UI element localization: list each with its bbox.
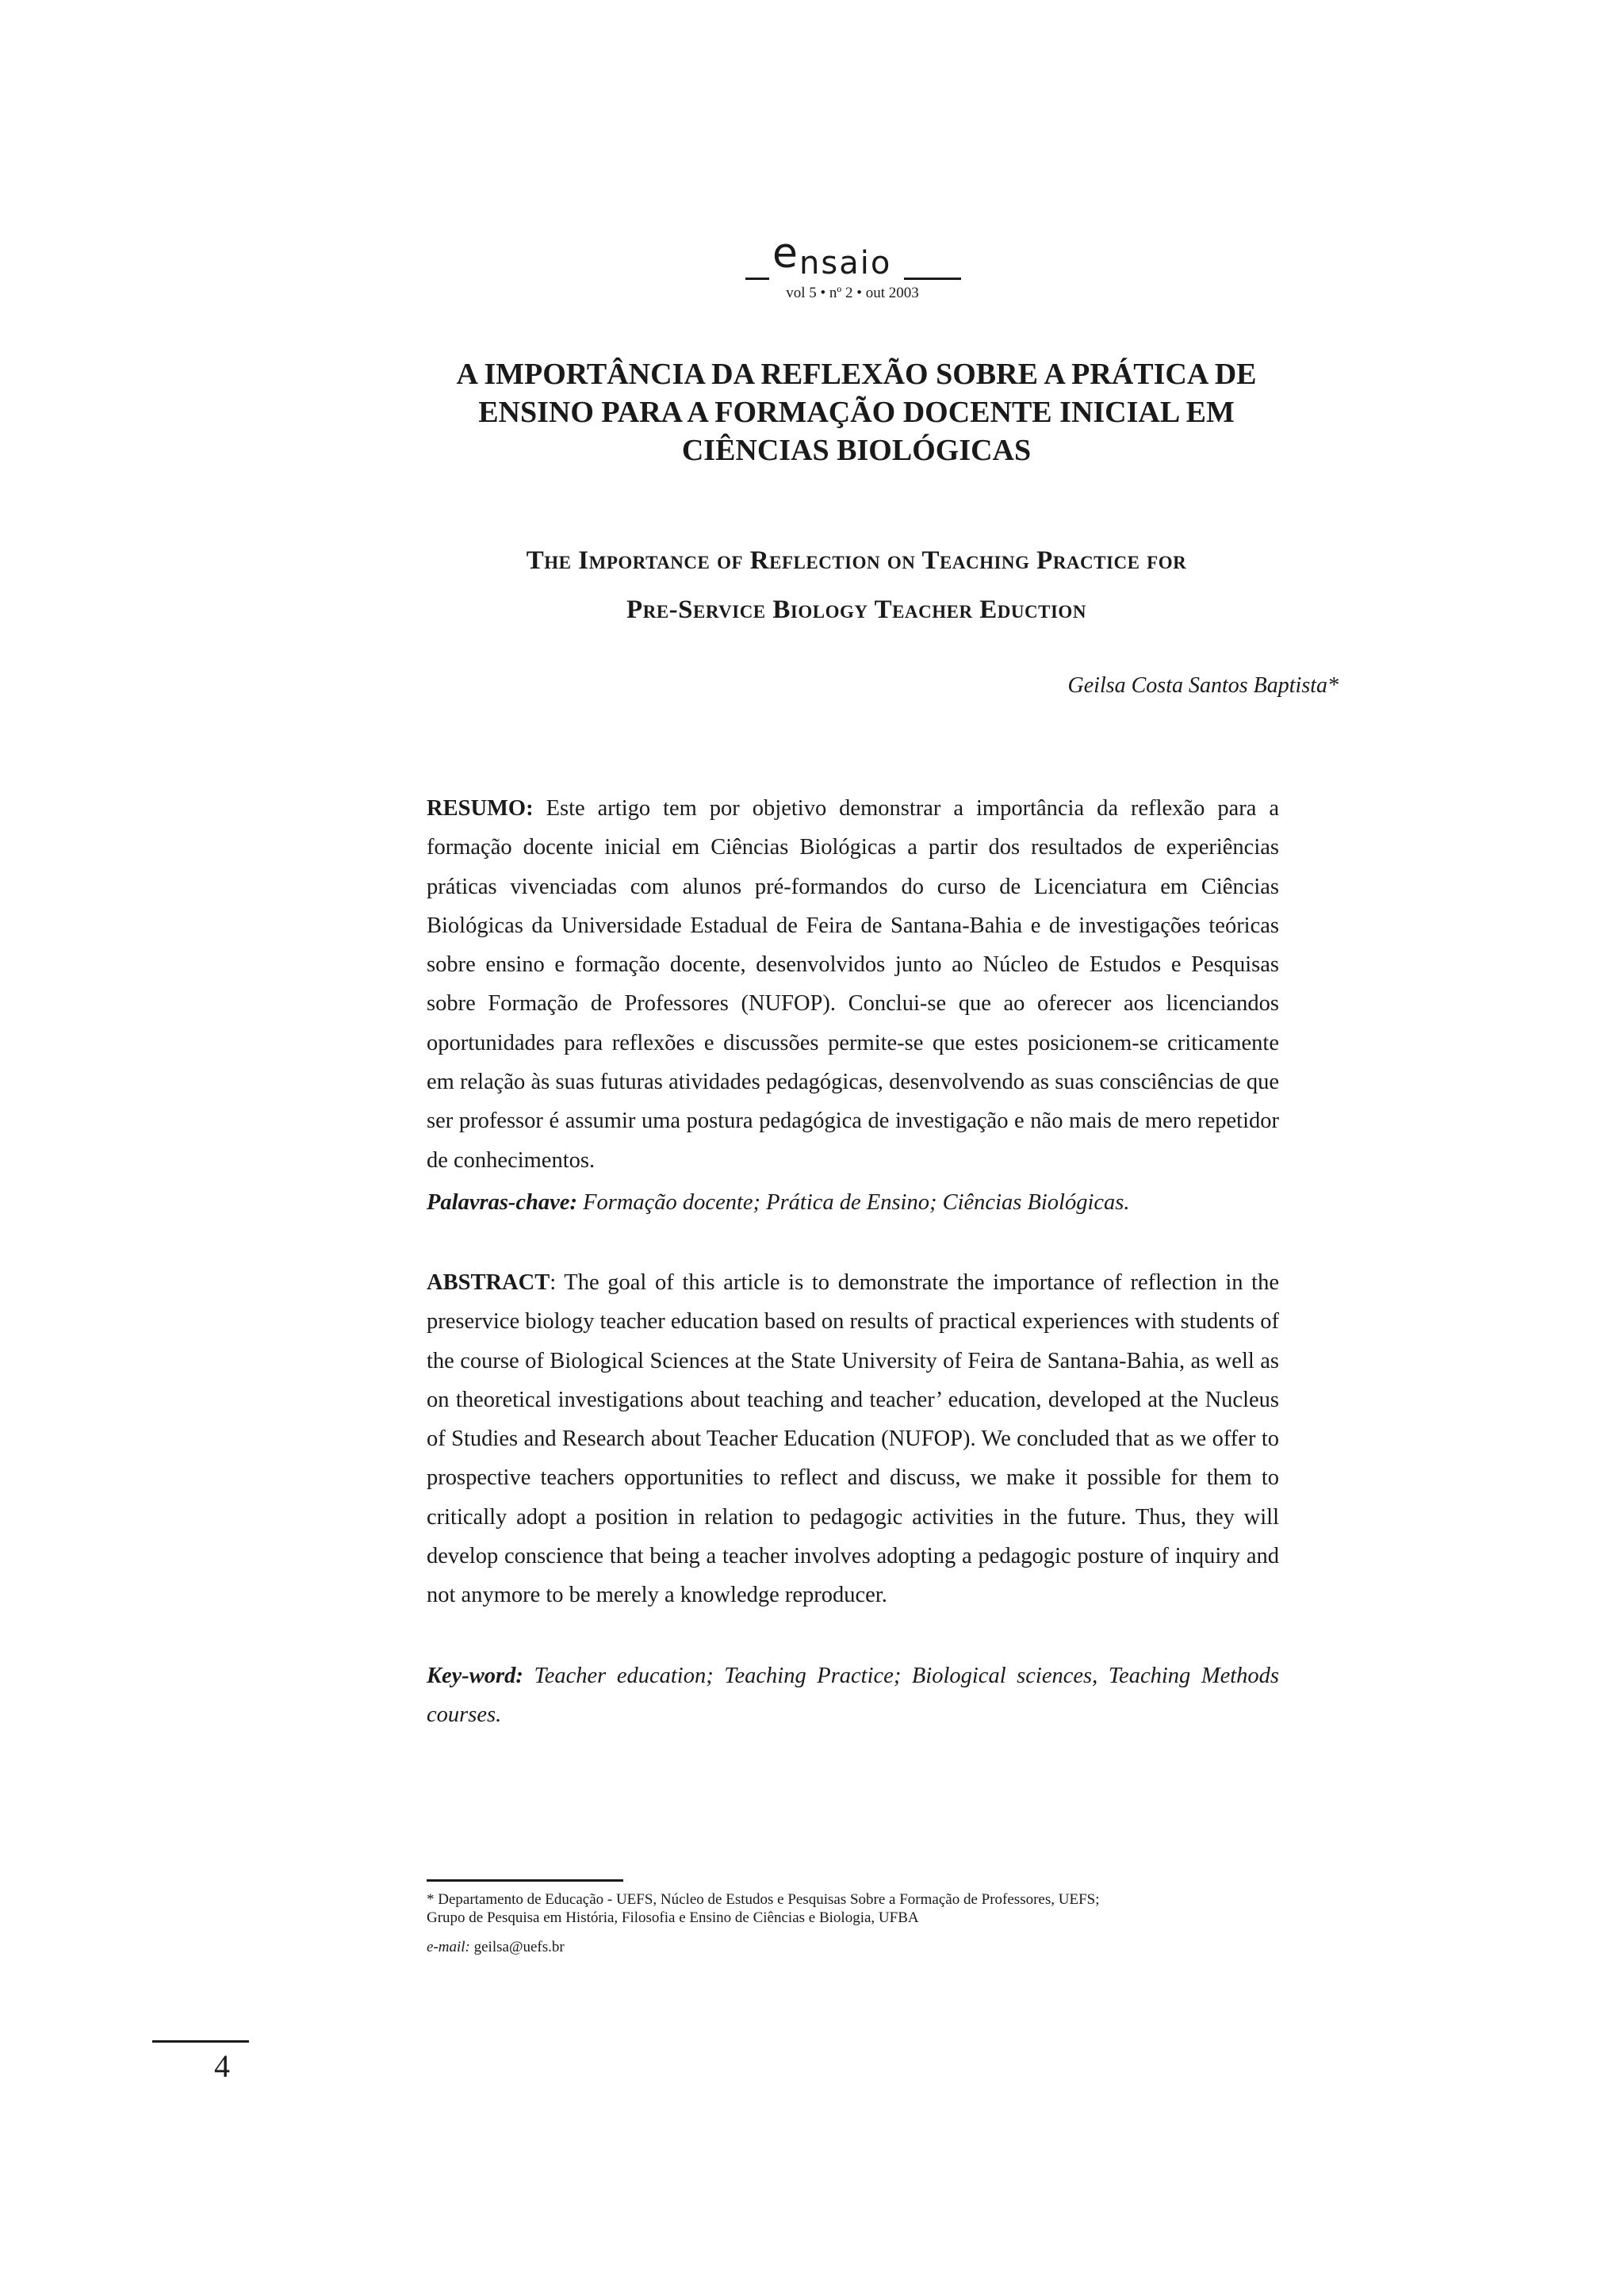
- email-address: geilsa@uefs.br: [473, 1939, 565, 1955]
- title-en-line: The Importance of Reflection on Teaching Practice for: [526, 546, 1187, 575]
- keywords-english: [427, 1656, 1279, 1735]
- palavras-chave-text: Formação docente; Prática de Ensino; Ciências Biológicas.: [583, 1190, 1130, 1215]
- footnote-rule: [427, 1879, 623, 1882]
- palavras-chave-label: Palavras-chave:: [427, 1190, 577, 1215]
- title-pt-line: ENSINO PARA A FORMAÇÃO DOCENTE INICIAL EM: [478, 396, 1235, 429]
- title-pt-line: CIÊNCIAS BIOLÓGICAS: [681, 434, 1032, 467]
- title-english: [381, 536, 1332, 634]
- keywords-label: Key-word:: [427, 1664, 523, 1688]
- author-name: Geilsa Costa Santos Baptista*: [1067, 673, 1339, 698]
- email-label: e-mail:: [427, 1939, 470, 1955]
- resumo-text: Este artigo tem por objetivo demonstrar a importância da reflexão para a formação docente inicial em Ciências Biológicas a partir dos resultados de experiências práticas vivenciadas com alunos pré-formandos do curso de Licenciatura em Ciências Biológicas da Universidade Estadual de Feira de Santana-Bahia e de investigações teóricas sobre ensino e formação docente, desenvolvidos junto ao Núcleo de Estudos e Pesquisas sobre Formação de Professores (NUFOP). Conclui-se que ao oferecer aos licenciandos oportunidades para reflexões e discussões permite-se que estes posicionem-se criticamente em relação às suas futuras atividades pedagógicas, desenvolvendo as suas consciências de que ser professor é assumir uma postura pedagógica de investigação e não mais de mero repetidor de conhecimentos.: [427, 796, 1279, 1173]
- footnote-line: * Departamento de Educação - UEFS, Núcleo de Estudos e Pesquisas Sobre a Formação de Professores, UEFS;: [427, 1891, 1100, 1908]
- footnote-email: [427, 1938, 1299, 1956]
- abstract-paragraph: [427, 1263, 1279, 1615]
- logo-wordmark: ensaio: [772, 230, 892, 281]
- palavras-chave: [427, 1183, 1279, 1222]
- keywords-text: Teacher education; Teaching Practice; Biological sciences, Teaching Methods courses.: [427, 1664, 1279, 1728]
- title-portuguese: [381, 355, 1332, 469]
- abstract-label: ABSTRACT: [427, 1270, 550, 1295]
- logo-rule-left: [745, 278, 769, 280]
- footnote: [427, 1890, 1299, 1956]
- page-number-rule: [152, 2040, 249, 2043]
- resumo-paragraph: [427, 789, 1279, 1180]
- title-en-line: Pre-Service Biology Teacher Eduction: [626, 596, 1086, 624]
- resumo-label: RESUMO:: [427, 796, 534, 821]
- abstract-text: : The goal of this article is to demonstrate the importance of reflection in the preservice biology teacher education based on results of practical experiences with students of the course of Biological Sciences at the State University of Feira de Santana-Bahia, as well as on theoretical investigations about teaching and teacher’ education, developed at the Nucleus of Studies and Research about Teacher Education (NUFOP). We concluded that as we offer to prospective teachers opportunities to reflect and discuss, we make it possible for them to critically adopt a position in relation to pedagogic activities in the future. Thus, they will develop conscience that being a teacher involves adopting a pedagogic posture of inquiry and not anymore to be merely a knowledge reproducer.: [427, 1270, 1279, 1608]
- logo-rule-right: [904, 278, 961, 280]
- page-number: 4: [214, 2048, 230, 2084]
- issue-info: vol 5 • nº 2 • out 2003: [786, 285, 919, 301]
- title-pt-line: A IMPORTÂNCIA DA REFLEXÃO SOBRE A PRÁTICA DE: [456, 358, 1257, 391]
- footnote-line: Grupo de Pesquisa em História, Filosofia e Ensino de Ciências e Biologia, UFBA: [427, 1909, 919, 1926]
- journal-logo: [737, 230, 967, 287]
